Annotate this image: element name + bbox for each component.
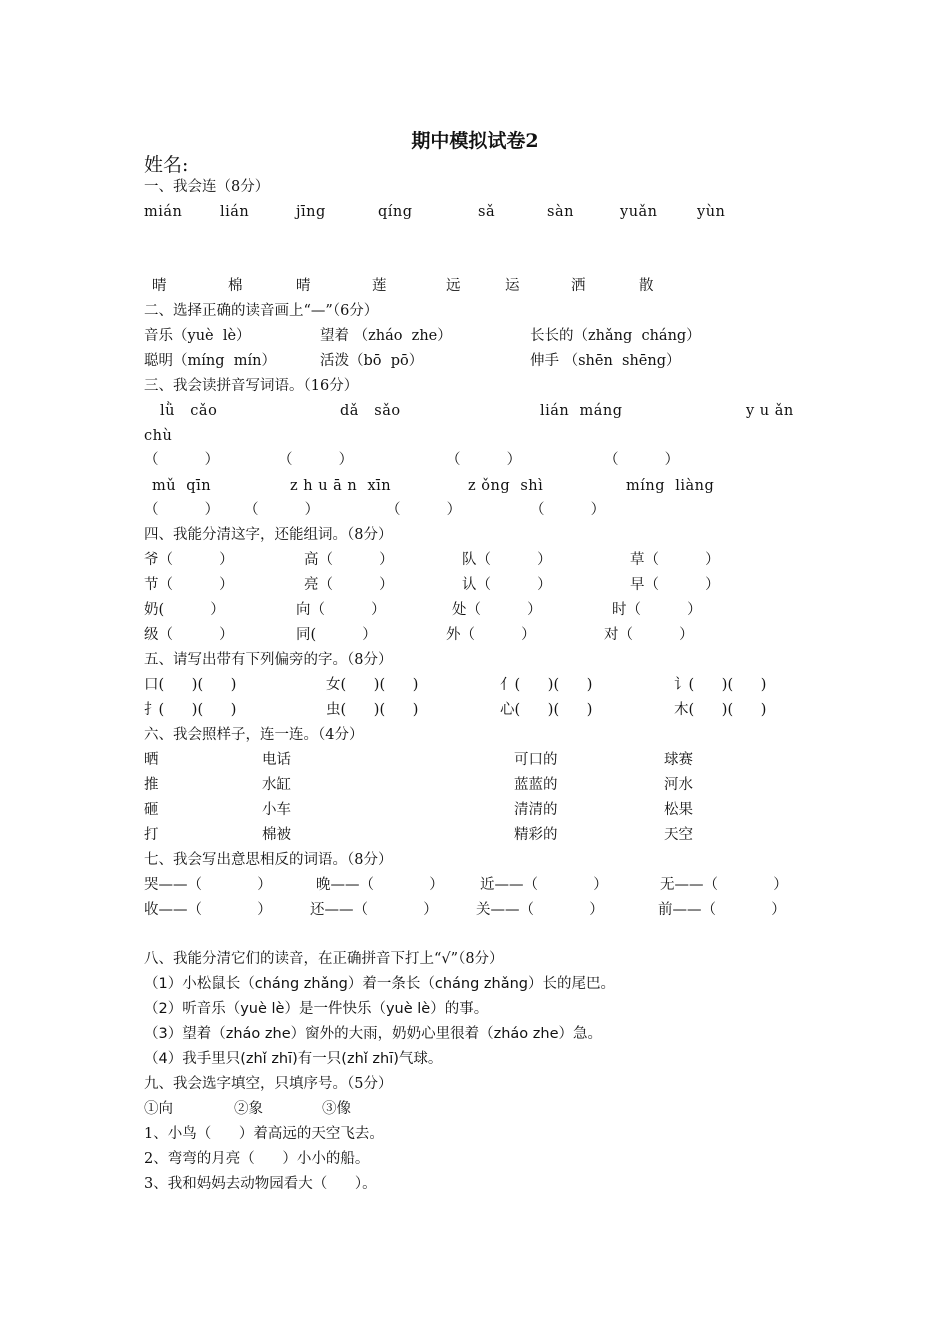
reading-choice: 音乐（yuè lè） bbox=[144, 328, 251, 344]
antonym-blank: 近——（ ） bbox=[480, 877, 608, 893]
match-item: 精彩的 bbox=[514, 827, 558, 843]
match-item: 电话 bbox=[262, 752, 291, 768]
reading-choice: 伸手 （shēn shēng） bbox=[530, 353, 681, 369]
fill-sentence: 2、弯弯的月亮（ ）小小的船。 bbox=[144, 1151, 370, 1167]
match-item: 蓝蓝的 bbox=[514, 777, 558, 793]
match-item: 晒 bbox=[144, 752, 159, 768]
option-item: ②象 bbox=[234, 1101, 263, 1117]
section-1-heading: 一、我会连（8分） bbox=[144, 179, 270, 195]
pinyin-item: sàn bbox=[547, 204, 574, 220]
answer-paren: （ ） bbox=[244, 502, 320, 518]
match-item: 天空 bbox=[664, 827, 693, 843]
match-item: 小车 bbox=[262, 802, 291, 818]
match-item: 球赛 bbox=[664, 752, 693, 768]
section-3-heading: 三、我会读拼音写词语。（16分） bbox=[144, 378, 359, 394]
word-blank: 向（ ） bbox=[296, 602, 386, 618]
char-item: 运 bbox=[505, 278, 520, 294]
section-9-heading: 九、我会选字填空，只填序号。（5分） bbox=[144, 1076, 393, 1092]
radical-blank: 心( )( ) bbox=[500, 702, 593, 718]
antonym-blank: 晚——（ ） bbox=[316, 877, 444, 893]
char-item: 远 bbox=[446, 278, 461, 294]
char-item: 洒 bbox=[571, 278, 586, 294]
radical-blank: 亻( )( ) bbox=[500, 677, 593, 693]
match-item: 松果 bbox=[664, 802, 693, 818]
word-blank: 外（ ） bbox=[446, 627, 536, 643]
char-item: 散 bbox=[639, 278, 654, 294]
reading-choice: 活泼（bō pō） bbox=[320, 353, 424, 369]
pinyin-item: lián bbox=[220, 204, 250, 220]
section-4-heading: 四、我能分清这字，还能组词。（8分） bbox=[144, 527, 393, 543]
word-blank: 高（ ） bbox=[304, 552, 394, 568]
antonym-blank: 收——（ ） bbox=[144, 902, 272, 918]
match-item: 河水 bbox=[664, 777, 693, 793]
word-blank: 早（ ） bbox=[630, 577, 720, 593]
option-item: ①向 bbox=[144, 1101, 173, 1117]
match-item: 清清的 bbox=[514, 802, 558, 818]
antonym-blank: 无——（ ） bbox=[660, 877, 788, 893]
radical-blank: 虫( )( ) bbox=[326, 702, 419, 718]
reading-choice: 聪明（míng mín） bbox=[144, 353, 276, 369]
pinyin-word: lǜ cǎo bbox=[160, 403, 218, 419]
reading-sentence: （3）望着（zháo zhe）窗外的大雨，奶奶心里很着（zháo zhe）急。 bbox=[144, 1026, 603, 1042]
antonym-blank: 哭——（ ） bbox=[144, 877, 272, 893]
section-6-heading: 六、我会照样子，连一连。（4分） bbox=[144, 727, 364, 743]
word-blank: 处（ ） bbox=[452, 602, 542, 618]
answer-paren: （ ） bbox=[144, 452, 220, 468]
word-blank: 认（ ） bbox=[462, 577, 552, 593]
word-blank: 节（ ） bbox=[144, 577, 234, 593]
word-blank: 同( ） bbox=[296, 627, 377, 643]
section-2-heading: 二、选择正确的读音画上“—”（6分） bbox=[144, 303, 379, 319]
section-5-heading: 五、请写出带有下列偏旁的字。（8分） bbox=[144, 652, 393, 668]
word-blank: 对（ ） bbox=[604, 627, 694, 643]
pinyin-word: lián máng bbox=[540, 403, 623, 419]
pinyin-word: mǔ qīn bbox=[152, 478, 212, 494]
pinyin-item: qíng bbox=[378, 204, 413, 220]
name-label: 姓名: bbox=[144, 154, 189, 176]
radical-blank: 口( )( ) bbox=[144, 677, 237, 693]
match-item: 水缸 bbox=[262, 777, 291, 793]
pinyin-word: z ǒng shì bbox=[468, 478, 544, 494]
word-blank: 队（ ） bbox=[462, 552, 552, 568]
pinyin-word-wrap: chù bbox=[144, 428, 173, 444]
fill-sentence: 3、我和妈妈去动物园看大（ ）。 bbox=[144, 1176, 377, 1192]
page-title: 期中模拟试卷2 bbox=[411, 130, 539, 152]
char-item: 晴 bbox=[296, 278, 311, 294]
pinyin-item: yùn bbox=[697, 204, 726, 220]
pinyin-word: y u ǎn bbox=[746, 403, 794, 419]
pinyin-word: míng liàng bbox=[626, 478, 715, 494]
radical-blank: 木( )( ) bbox=[674, 702, 767, 718]
answer-paren: （ ） bbox=[386, 502, 462, 518]
section-8-heading: 八、我能分清它们的读音，在正确拼音下打上“√”（8分） bbox=[144, 951, 504, 967]
answer-paren: （ ） bbox=[604, 452, 680, 468]
answer-paren: （ ） bbox=[530, 502, 606, 518]
char-item: 莲 bbox=[372, 278, 387, 294]
word-blank: 奶( ） bbox=[144, 602, 225, 618]
reading-choice: 望着 （zháo zhe） bbox=[320, 328, 452, 344]
match-item: 打 bbox=[144, 827, 159, 843]
section-7-heading: 七、我会写出意思相反的词语。（8分） bbox=[144, 852, 393, 868]
radical-blank: 讠( )( ) bbox=[674, 677, 767, 693]
reading-sentence: （1）小松鼠长（cháng zhǎng）着一条长（cháng zhǎng）长的尾巴。 bbox=[144, 976, 615, 992]
antonym-blank: 关——（ ） bbox=[476, 902, 604, 918]
reading-choice: 长长的（zhǎng cháng） bbox=[530, 328, 701, 344]
radical-blank: 女( )( ) bbox=[326, 677, 419, 693]
pinyin-word: dǎ sǎo bbox=[340, 403, 401, 419]
radical-blank: 扌( )( ) bbox=[144, 702, 237, 718]
word-blank: 时（ ） bbox=[612, 602, 702, 618]
fill-sentence: 1、小鸟（ ）着高远的天空飞去。 bbox=[144, 1126, 384, 1142]
char-item: 棉 bbox=[228, 278, 243, 294]
antonym-blank: 还——（ ） bbox=[310, 902, 438, 918]
pinyin-item: mián bbox=[144, 204, 183, 220]
match-item: 可口的 bbox=[514, 752, 558, 768]
word-blank: 爷（ ） bbox=[144, 552, 234, 568]
match-item: 棉被 bbox=[262, 827, 291, 843]
answer-paren: （ ） bbox=[144, 502, 220, 518]
reading-sentence: （2）听音乐（yuè lè）是一件快乐（yuè lè）的事。 bbox=[144, 1001, 489, 1017]
word-blank: 亮（ ） bbox=[304, 577, 394, 593]
match-item: 砸 bbox=[144, 802, 159, 818]
option-item: ③像 bbox=[322, 1101, 351, 1117]
word-blank: 级（ ） bbox=[144, 627, 234, 643]
answer-paren: （ ） bbox=[446, 452, 522, 468]
match-item: 推 bbox=[144, 777, 159, 793]
word-blank: 草（ ） bbox=[630, 552, 720, 568]
pinyin-word: z h u ā n xīn bbox=[290, 478, 392, 494]
reading-sentence: （4）我手里只(zhǐ zhī)有一只(zhǐ zhī)气球。 bbox=[144, 1051, 443, 1067]
pinyin-item: jīng bbox=[296, 204, 326, 220]
char-item: 晴 bbox=[152, 278, 167, 294]
pinyin-item: sǎ bbox=[478, 204, 496, 220]
pinyin-item: yuǎn bbox=[620, 204, 658, 220]
answer-paren: （ ） bbox=[278, 452, 354, 468]
antonym-blank: 前——（ ） bbox=[658, 902, 786, 918]
